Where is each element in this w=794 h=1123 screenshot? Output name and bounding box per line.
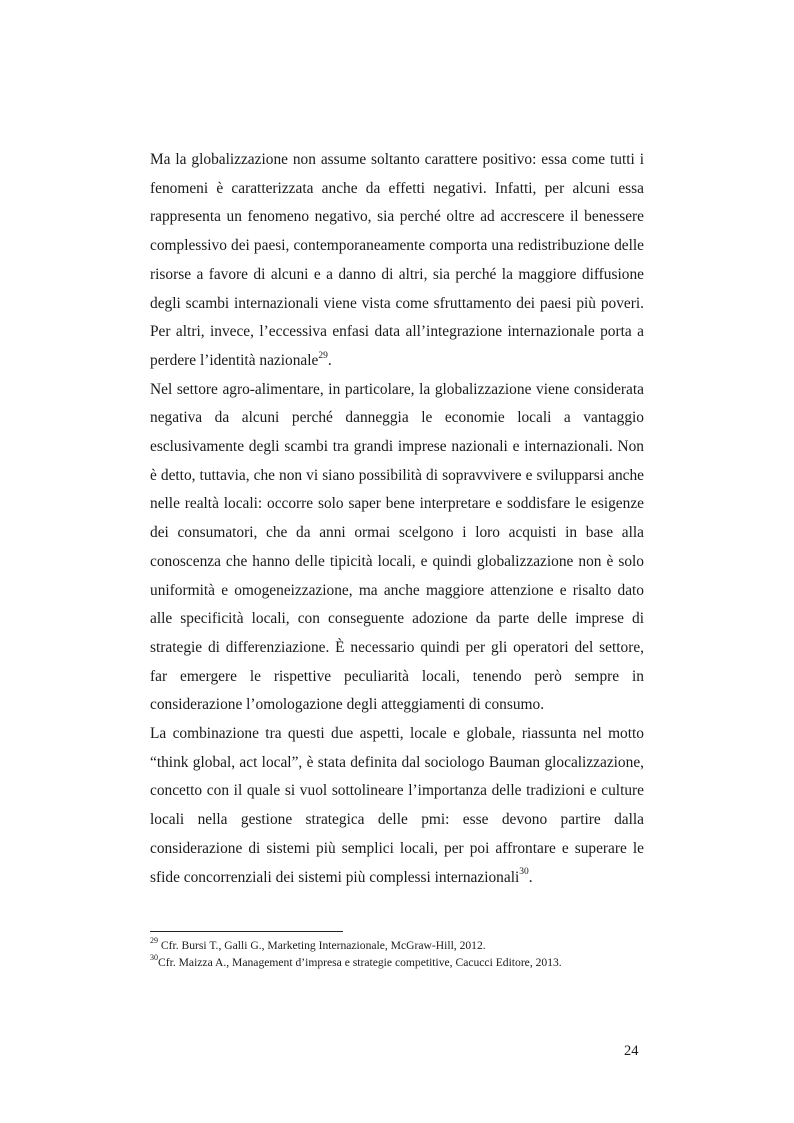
footnote-ref-30: 30 <box>519 867 529 878</box>
paragraph-3 <box>150 720 644 892</box>
paragraph-1-text: Ma la globalizzazione non assume soltanto carattere positivo: essa come tutti i fenomeni è caratterizzata anche da effetti negativi. Infatti, per alcuni essa rappresenta un fenomeno negativo, sia perché oltre ad accrescere il benessere complessivo dei paesi, contemporaneamente comporta una redistribuzione delle risorse a favore di alcuni e a danno di altri, sia perché la maggiore diffusione degli scambi internazionali viene vista come sfruttamento dei paesi più poveri. Per altri, invece, l’eccessiva enfasi data all’integrazione internazionale porta a perdere l’identità nazionale <box>150 151 644 369</box>
body-text <box>150 146 644 892</box>
paragraph-1-tail: . <box>327 351 332 369</box>
page-number: 24 <box>624 1043 639 1059</box>
footnote-text: Cfr. Bursi T., Galli G., Marketing Internazionale, McGraw-Hill, 2012. <box>160 939 486 952</box>
paragraph-2-text: Nel settore agro-alimentare, in particolare, la globalizzazione viene considerata negativa da alcuni perché danneggia le economie locali a vantaggio esclusivamente degli scambi tra grandi imprese nazionali e internazionali. Non è detto, tuttavia, che non vi siano possibilità di sopravvivere e svilupparsi anche nelle realtà locali: occorre solo saper bene interpretare e soddisfare le esigenze dei consumatori, che da anni ormai scelgono i loro acquisti in base alla conoscenza che hanno delle tipicità locali, e quindi globalizzazione non è solo uniformità e omogeneizzazione, ma anche maggiore attenzione e risalto dato alle specificità locali, con conseguente adozione da parte delle imprese di strategie di differenziazione. È necessario quindi per gli operatori del settore, far emergere le rispettive peculiarità locali, tenendo però sempre in considerazione l’omologazione degli atteggiamenti di consumo. <box>150 380 644 714</box>
footnote-text: Cfr. Maizza A., Management d’impresa e strategie competitive, Cacucci Editore, 2013. <box>158 955 562 969</box>
paragraph-3-text: La combinazione tra questi due aspetti, locale e globale, riassunta nel motto “think global, act local”, è stata definita dal sociologo Bauman glocalizzazione, concetto con il quale si vuol sottolineare l’importanza delle tradizioni e culture locali nella gestione strategica delle pmi: esse devono partire dalla considerazione di sistemi più semplici locali, per poi affrontare e superare le sfide concorrenziali dei sistemi più complessi internazionali <box>150 725 644 886</box>
footnote-number: 29 <box>150 936 158 946</box>
footnote-separator <box>150 931 343 932</box>
paragraph-2 <box>150 376 644 720</box>
footnote-29 <box>150 938 670 955</box>
footnotes <box>150 938 670 971</box>
footnote-ref-29: 29 <box>318 350 328 361</box>
paragraph-3-tail: . <box>528 868 533 886</box>
footnote-number: 30 <box>150 952 158 962</box>
footnote-30 <box>150 952 670 972</box>
paragraph-1 <box>150 146 644 376</box>
